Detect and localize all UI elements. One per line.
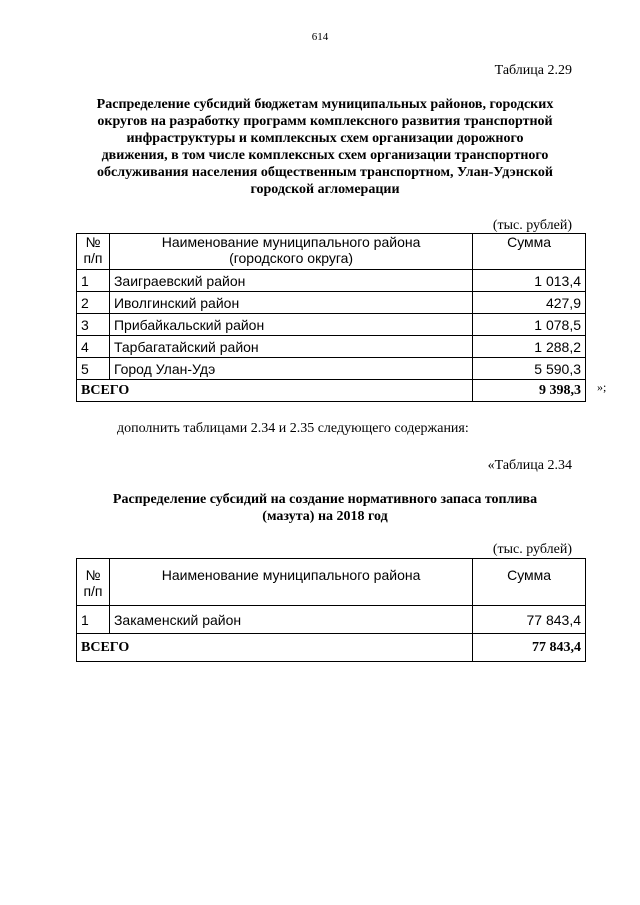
- title-line: инфраструктуры и комплексных схем организации дорожного: [126, 131, 524, 146]
- row-sum: 427,9: [473, 292, 586, 314]
- unit-label: (тыс. рублей): [492, 542, 572, 557]
- row-sum: 77 843,4: [473, 606, 586, 634]
- title-line: Распределение субсидий на создание нормативного запаса топлива: [112, 492, 538, 507]
- title-line: обслуживания населения общественным транспортном, Улан-Удэнской: [97, 165, 553, 180]
- title-line: городской агломерации: [250, 182, 400, 197]
- table-row: [77, 358, 586, 380]
- header-name: Наименование муниципального района (городского округа): [109, 234, 472, 270]
- total-label: ВСЕГО: [77, 380, 473, 402]
- header-sum: Сумма: [473, 559, 586, 606]
- closing-quote: »;: [597, 380, 607, 394]
- row-sum: 1 078,5: [473, 314, 586, 336]
- row-sum: 1 288,2: [473, 336, 586, 358]
- page-number: 614: [311, 31, 329, 43]
- row-name: Тарбагатайский район: [109, 336, 472, 358]
- header-num: № п/п: [77, 559, 110, 606]
- row-name: Закаменский район: [109, 606, 472, 634]
- total-sum: 77 843,4: [473, 634, 586, 662]
- row-num: 3: [77, 314, 110, 336]
- table-title: [70, 96, 580, 198]
- total-label: ВСЕГО: [77, 634, 473, 662]
- row-name: Прибайкальский район: [109, 314, 472, 336]
- title-line: Распределение субсидий бюджетам муниципальных районов, городских: [96, 97, 554, 112]
- table-total-row: [77, 380, 586, 402]
- row-sum: 1 013,4: [473, 270, 586, 292]
- title-line: движения, в том числе комплексных схем организации транспортного: [101, 148, 549, 163]
- row-num: 1: [77, 270, 110, 292]
- body-paragraph: дополнить таблицами 2.34 и 2.35 следующего содержания:: [117, 421, 469, 436]
- row-name: Заиграевский район: [109, 270, 472, 292]
- table-caption: Таблица 2.29: [494, 63, 572, 78]
- table-total-row: [77, 634, 586, 662]
- title-line: (мазута) на 2018 год: [262, 509, 388, 524]
- table-row: [77, 336, 586, 358]
- table-header-row: [77, 234, 586, 270]
- header-sum: Сумма: [473, 234, 586, 270]
- fuel-subsidy-table: [76, 558, 586, 662]
- table-row: [77, 314, 586, 336]
- subsidy-table: [76, 233, 586, 402]
- table-row: [77, 606, 586, 634]
- table-caption: «Таблица 2.34: [487, 458, 572, 473]
- table-title: [70, 491, 580, 525]
- row-num: 5: [77, 358, 110, 380]
- row-num: 2: [77, 292, 110, 314]
- header-num: № п/п: [77, 234, 110, 270]
- total-sum: 9 398,3: [473, 380, 586, 402]
- row-sum: 5 590,3: [473, 358, 586, 380]
- header-name: Наименование муниципального района: [109, 559, 472, 606]
- row-num: 1: [77, 606, 110, 634]
- row-name: Иволгинский район: [109, 292, 472, 314]
- table-row: [77, 292, 586, 314]
- table-header-row: [77, 559, 586, 606]
- table-row: [77, 270, 586, 292]
- row-num: 4: [77, 336, 110, 358]
- title-line: округов на разработку программ комплексного развития транспортной: [97, 114, 553, 129]
- row-name: Город Улан-Удэ: [109, 358, 472, 380]
- unit-label: (тыс. рублей): [492, 218, 572, 233]
